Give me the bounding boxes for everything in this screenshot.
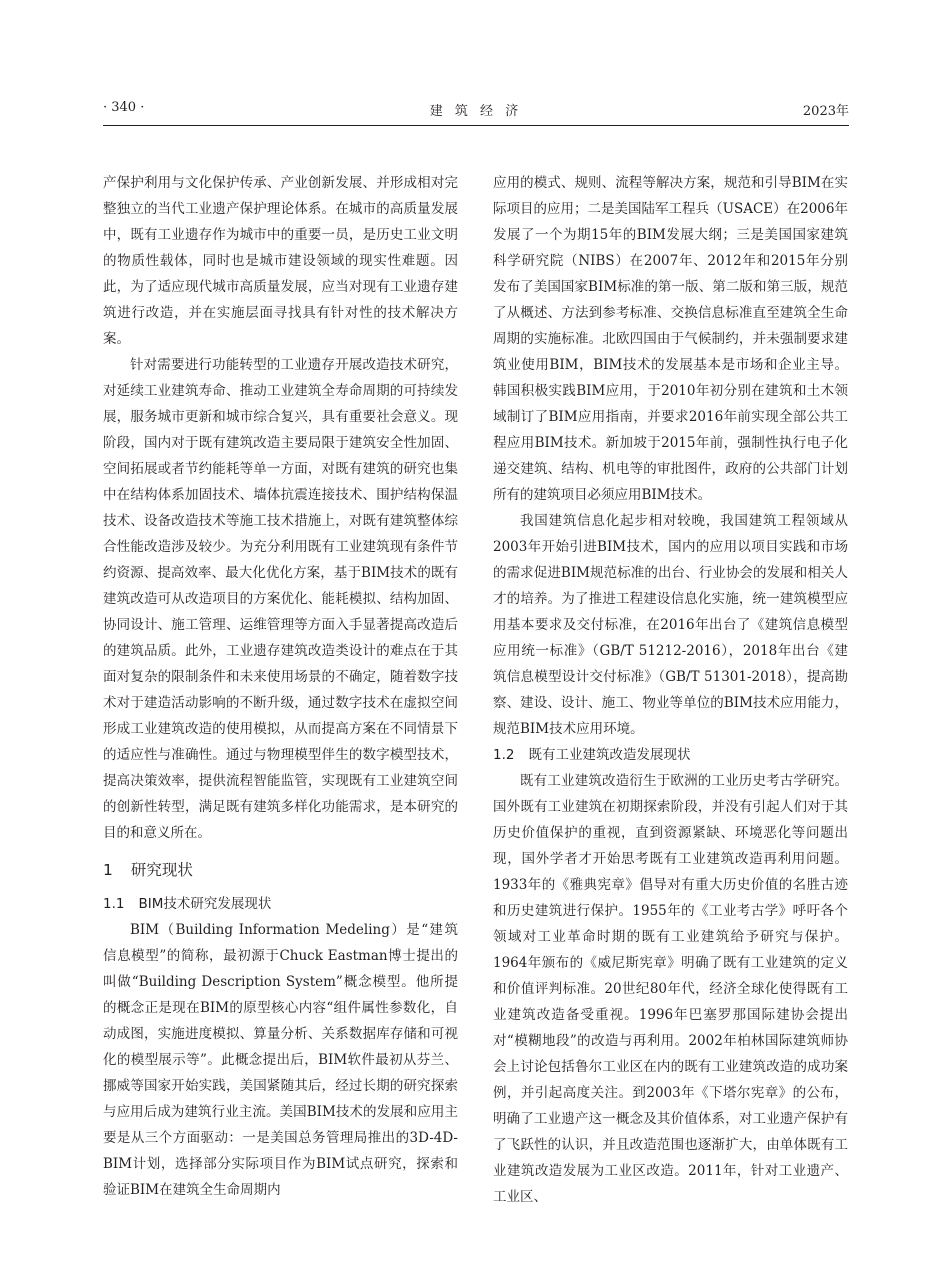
subsection-heading: [493, 742, 848, 768]
journal-title: 建 筑 经 济: [429, 104, 523, 119]
subsection-number: 1.2: [493, 747, 515, 763]
paragraph: 应用的模式、规则、流程等解决方案，规范和引导BIM在实际项目的应用；二是美国陆军工程兵（USACE）在2006年发展了一个为期15年的BIM发展大纲；三是美国国家建筑科学研究院（NIBS）在2007年、2012年和2015年分别发布了美国国家BIM标准的第一版、第二版和第三版，规范了从概述、方法到参考标准、交换信息标准直至建筑全生命周期的实施标准。北欧四国由于气候制约，并未强制要求建筑业使用BIM，BIM技术的发展基本是市场和企业主导。韩国积极实践BIM应用，于2010年初分别在建筑和土木领域制订了BIM应用指南，并要求2016年前实现全部公共工程应用BIM技术。新加坡于2015年前，强制性执行电子化递交建筑、结构、机电等的审批图件，政府的公共部门计划所有的建筑项目必须应用BIM技术。: [493, 175, 848, 503]
paragraph: 针对需要进行功能转型的工业遗存开展改造技术研究，对延续工业建筑寿命、推动工业建筑全寿命周期的可持续发展，服务城市更新和城市综合复兴，具有重要社会意义。现阶段，国内对于既有建筑改造主要局限于建筑安全性加固、空间拓展或者节约能耗等单一方面，对既有建筑的研究也集中在结构体系加固技术、墙体抗震连接技术、围护结构保温技术、设备改造技术等施工技术措施上，对既有建筑整体综合性能改造涉及较少。为充分利用既有工业建筑现有条件节约资源、提高效率、最大化优化方案，基于BIM技术的既有建筑改造可从改造项目的方案优化、能耗模拟、结构加固、协同设计、施工管理、运维管理等方面入手显著提高改造后的建筑品质。此外，工业遗存建筑改造类设计的难点在于其面对复杂的限制条件和未来使用场景的不确定，随着数字技术对于建造活动影响的不断升级，通过数字技术在虚拟空间形成工业建筑改造的使用模拟，从而提高方案在不同情景下的适应性与准确性。通过与物理模型伴生的数字模型技术，提高决策效率，提供流程智能监管，实现既有工业建筑空间的创新性转型，满足既有建筑多样化功能需求，是本研究的目的和意义所在。: [103, 357, 458, 841]
paragraph: 产保护利用与文化保护传承、产业创新发展、并形成相对完整独立的当代工业遗产保护理论体系。在城市的高质量发展中，既有工业遗存作为城市中的重要一员，是历史工业文明的物质性载体，同时也是城市建设领域的现实性难题。因此，为了适应现代城市高质量发展，应当对现有工业遗存建筑进行改造，并在实施层面寻找具有针对性的技术解决方案。: [103, 175, 458, 347]
subsection-number: 1.1: [103, 896, 125, 912]
running-header: [103, 100, 849, 126]
header-rule: [103, 125, 849, 126]
section-title: 研究现状: [130, 861, 193, 879]
paragraph: 我国建筑信息化起步相对较晚，我国建筑工程领域从2003年开始引进BIM技术，国内的应用以项目实践和市场的需求促进BIM规范标准的出台、行业协会的发展和相关人才的培养。为了推进工程建设信息化实施，统一建筑模型应用基本要求及交付标准，在2016年出台了《建筑信息模型应用统一标准》（GB/T 51212-2016），2018年出台《建筑信息模型设计交付标准》（GB/T 51301-2018），提高勘察、建设、设计、施工、物业等单位的BIM技术应用能力，规范BIM技术应用环境。: [493, 513, 848, 737]
section-number: 1: [103, 861, 113, 879]
paragraph: BIM（Building Information Medeling）是“建筑信息模型”的简称，最初源于Chuck Eastman博士提出的叫做“Building Description System”概念模型。他所提的概念正是现在BIM的原型核心内容“组件属性参数化，自动成图，实施进度模拟、算量分析、关系数据库存储和可视化的模型展示等”。此概念提出后，BIM软件最初从芬兰、挪威等国家开始实践，美国紧随其后，经过长期的研究探索与应用后成为建筑行业主流。美国BIM技术的发展和应用主要是从三个方面驱动：一是美国总务管理局推出的3D-4D-BIM计划，选择部分实际项目作为BIM试点研究，探索和验证BIM在建筑全生命周期内: [103, 922, 458, 1198]
section-heading: [103, 855, 458, 885]
publication-year: 2023年: [802, 104, 849, 119]
page-number: · 340 ·: [103, 100, 145, 115]
subsection-title: BIM技术研究发展现状: [138, 896, 272, 912]
left-column: [103, 170, 458, 1203]
paragraph: 既有工业建筑改造衍生于欧洲的工业历史考古学研究。国外既有工业建筑在初期探索阶段，并没有引起人们对于其历史价值保护的重视，直到资源紧缺、环境恶化等问题出现，国外学者才开始思考既有工业建筑改造再利用问题。1933年的《雅典宪章》倡导对有重大历史价值的名胜古迹和历史建筑进行保护。1955年的《工业考古学》呼吁各个领域对工业革命时期的既有工业建筑给予研究与保护。1964年颁布的《威尼斯宪章》明确了既有工业建筑的定义和价值评判标准。20世纪80年代，经济全球化使得既有工业建筑改造备受重视。1996年巴塞罗那国际建协会提出对“模糊地段”的改造与再利用。2002年柏林国际建筑师协会上讨论包括鲁尔工业区在内的既有工业建筑改造的成功案例，并引起高度关注。到2003年《下塔尔宪章》的公布，明确了工业遗产这一概念及其价值体系，对工业遗产保护有了飞跃性的认识，并且改造范围也逐渐扩大，由单体既有工业建筑改造发展为工业区改造。2011年，针对工业遗产、工业区、: [493, 773, 848, 1205]
subsection-title: 既有工业建筑改造发展现状: [528, 747, 691, 763]
right-column: [493, 170, 848, 1210]
subsection-heading: [103, 891, 458, 917]
